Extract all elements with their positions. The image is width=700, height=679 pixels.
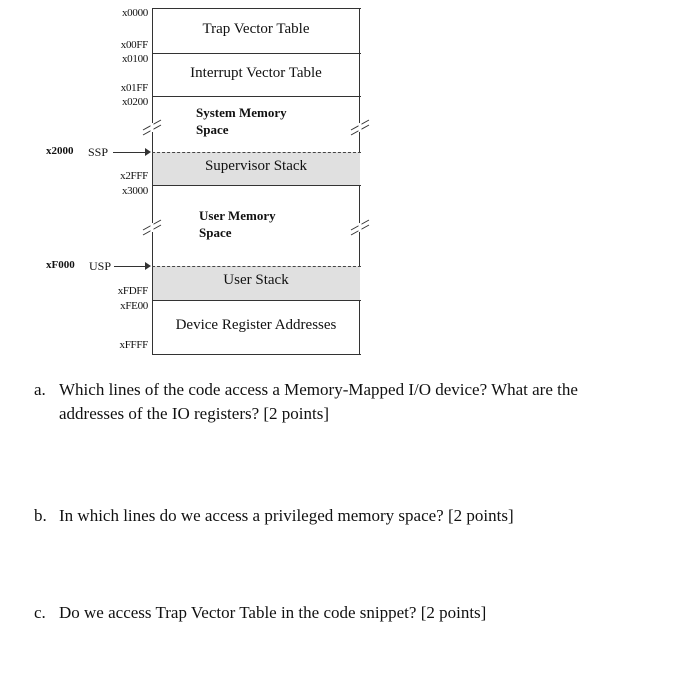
- question-a-line1: Which lines of the code access a Memory-Mapped I/O device? What are the: [59, 380, 578, 399]
- question-b: [34, 504, 684, 528]
- address-x0200: x0200: [121, 96, 148, 108]
- address-x0100: x0100: [121, 53, 148, 65]
- address-x01ff: x01FF: [120, 82, 148, 94]
- ssp-arrow-head: [145, 148, 151, 156]
- address-xfdff: xFDFF: [117, 285, 148, 297]
- trap-vector-table-label: Trap Vector Table: [202, 21, 310, 37]
- question-c-letter: c.: [34, 603, 46, 622]
- question-c-text: Do we access Trap Vector Table in the code snippet? [2 points]: [59, 603, 487, 622]
- supervisor-stack-label: Supervisor Stack: [204, 158, 308, 174]
- user-stack-label: User Stack: [223, 272, 289, 288]
- ssp-arrow-shaft: [113, 152, 146, 153]
- user-memory-label-line2: Space: [199, 225, 232, 240]
- address-x00ff: x00FF: [120, 39, 148, 51]
- address-xffff: xFFFF: [119, 339, 148, 351]
- question-c: [34, 601, 684, 625]
- interrupt-vector-table-label: Interrupt Vector Table: [190, 65, 322, 81]
- device-register-addresses-label: Device Register Addresses: [175, 317, 337, 333]
- address-x3000: x3000: [121, 185, 148, 197]
- usp-label: USP: [89, 259, 112, 273]
- system-memory-label-line1: System Memory: [196, 105, 287, 120]
- address-xfe00: xFE00: [120, 300, 148, 312]
- address-x2fff: x2FFF: [120, 170, 148, 182]
- ssp-address: x2000: [46, 145, 74, 157]
- question-b-text: In which lines do we access a privileged memory space? [2 points]: [59, 506, 514, 525]
- user-memory-label-line1: User Memory: [199, 208, 276, 223]
- usp-arrow-head: [145, 262, 151, 270]
- ssp-label: SSP: [88, 145, 109, 159]
- question-a-line2: addresses of the IO registers? [2 points]: [59, 404, 330, 423]
- usp-arrow-shaft: [114, 266, 146, 267]
- address-x0000: x0000: [121, 7, 148, 19]
- usp-address: xF000: [46, 259, 75, 271]
- question-a-letter: a.: [34, 380, 46, 399]
- system-memory-label-line2: Space: [196, 122, 229, 137]
- question-b-letter: b.: [34, 506, 47, 525]
- question-a: [34, 378, 684, 426]
